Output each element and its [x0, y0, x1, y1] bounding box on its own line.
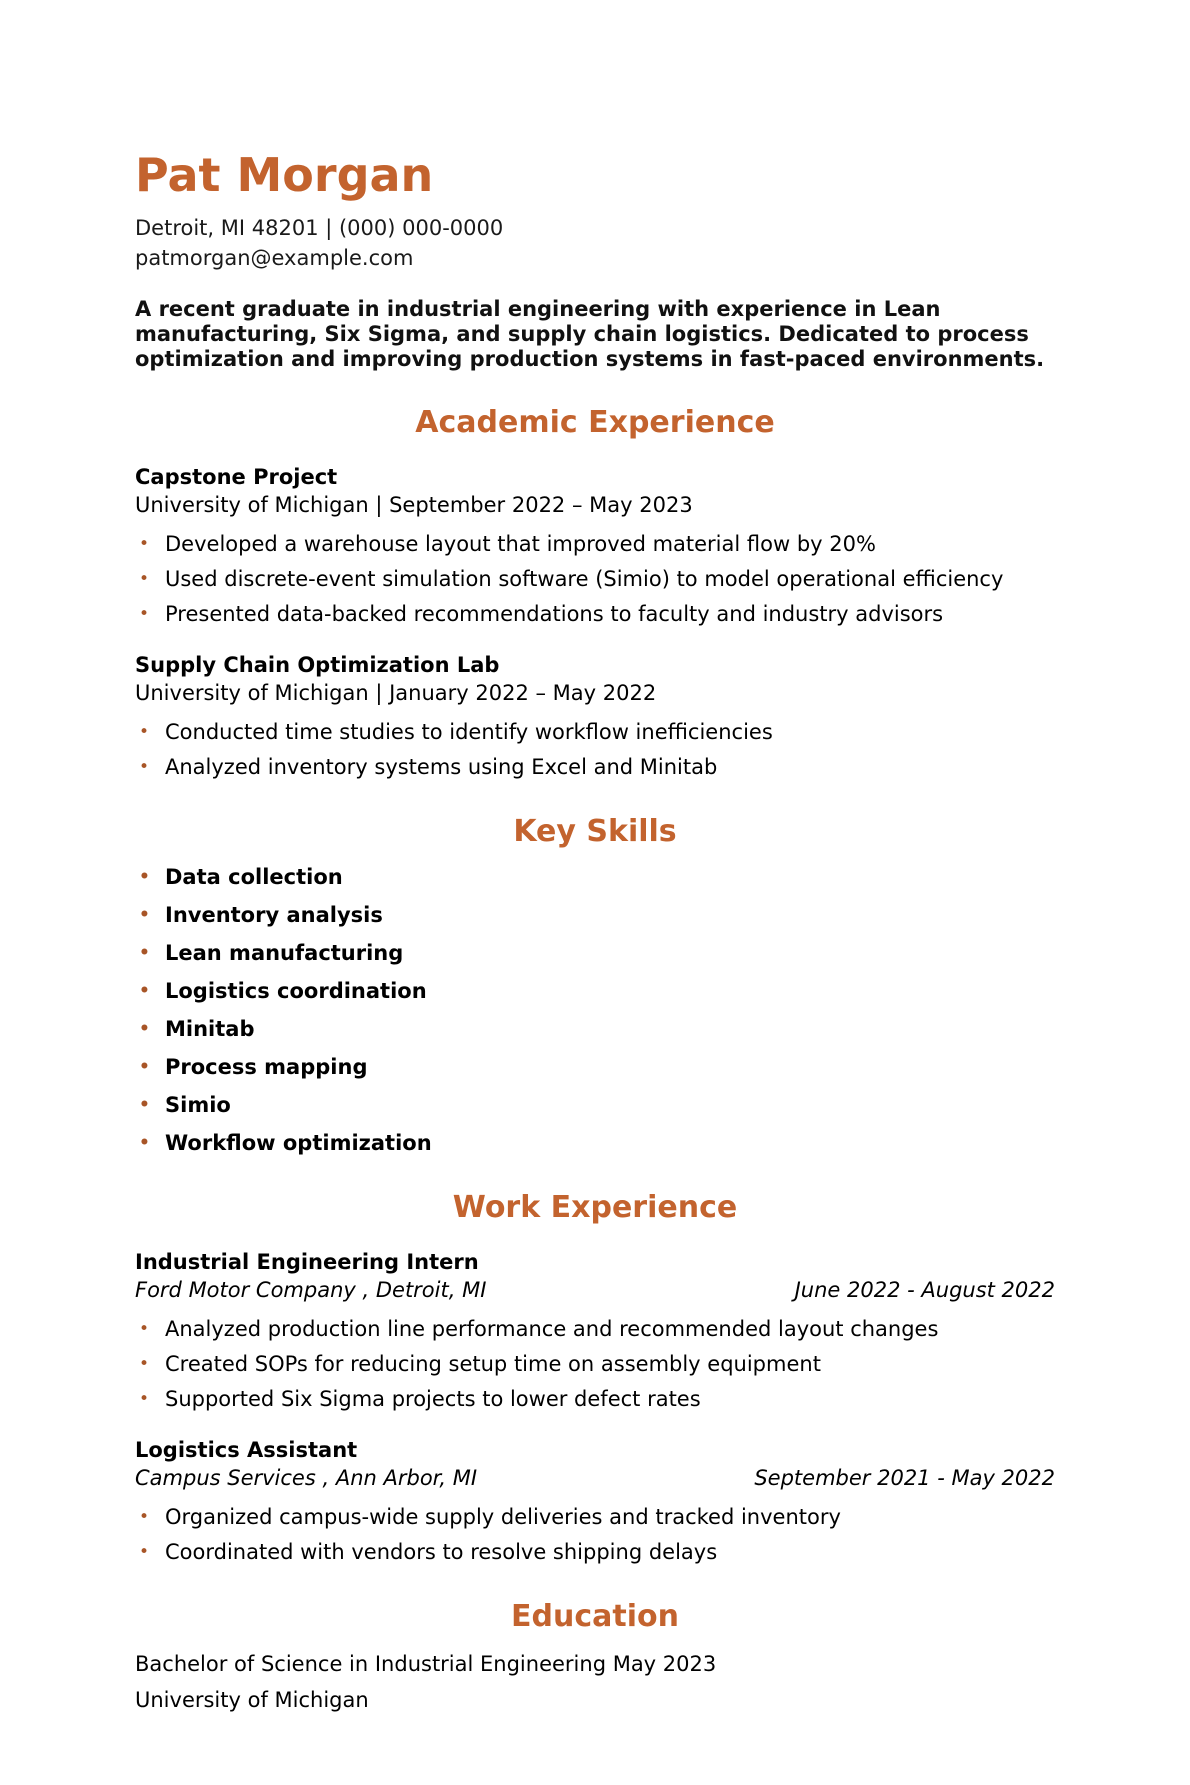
bullet-icon: •	[139, 904, 150, 925]
skill-text: Process mapping	[165, 1054, 368, 1079]
work-entry-campus-services	[135, 1437, 1055, 1566]
bullet-text: Supported Six Sigma projects to lower defect rates	[165, 1387, 701, 1412]
section-title-academic-experience: Academic Experience	[415, 404, 775, 440]
bullet-text: Created SOPs for reducing setup time on assembly equipment	[165, 1352, 821, 1377]
bullet-text: Organized campus-wide supply deliveries and tracked inventory	[165, 1505, 841, 1530]
job-title: Logistics Assistant	[135, 1438, 358, 1463]
bullet-icon: •	[139, 534, 150, 555]
list-item	[135, 1539, 1055, 1566]
skill-text: Minitab	[165, 1016, 255, 1041]
bullet-icon: •	[139, 1354, 150, 1375]
list-item	[135, 531, 1055, 558]
bullet-icon: •	[139, 569, 150, 590]
bullet-icon: •	[139, 1542, 150, 1563]
list-item	[135, 601, 1055, 628]
list-item	[135, 1316, 1055, 1343]
skill-item	[135, 902, 1055, 929]
list-item	[135, 1351, 1055, 1378]
list-item	[135, 566, 1055, 593]
education-school: University of Michigan	[135, 1687, 369, 1712]
bullet-icon: •	[139, 604, 150, 625]
skill-text: Logistics coordination	[165, 978, 427, 1003]
skill-item	[135, 864, 1055, 891]
bullet-list	[135, 1316, 1055, 1413]
education-degree: Bachelor of Science in Industrial Engineering May 2023	[135, 1651, 717, 1676]
bullet-text: Coordinated with vendors to resolve shipping delays	[165, 1540, 718, 1565]
bullet-text: Analyzed production line performance and recommended layout changes	[165, 1317, 939, 1342]
skill-text: Simio	[165, 1092, 231, 1117]
skill-text: Lean manufacturing	[165, 940, 404, 965]
entry-title: Capstone Project	[135, 465, 338, 490]
skill-item	[135, 1054, 1055, 1081]
bullet-icon: •	[139, 1056, 150, 1077]
list-item	[135, 719, 1055, 746]
skill-item	[135, 1130, 1055, 1157]
bullet-text: Conducted time studies to identify workflow inefficiencies	[165, 720, 773, 745]
skill-item	[135, 1016, 1055, 1043]
bullet-icon: •	[139, 1018, 150, 1039]
skill-text: Workflow optimization	[165, 1130, 432, 1155]
job-company: Campus Services , Ann Arbor, MI	[135, 1466, 478, 1491]
entry-subtitle: University of Michigan | September 2022 – May 2023	[135, 493, 693, 518]
bullet-icon: •	[139, 1319, 150, 1340]
skill-text: Inventory analysis	[165, 902, 383, 927]
bullet-icon: •	[139, 866, 150, 887]
contact-email: patmorgan@example.com	[135, 245, 414, 270]
entry-subtitle: University of Michigan | January 2022 – May 2022	[135, 681, 657, 706]
skill-text: Data collection	[165, 864, 343, 889]
skills-list	[135, 864, 1055, 1157]
skill-item	[135, 1092, 1055, 1119]
summary-text: A recent graduate in industrial engineering with experience in Lean manufacturing, Six Sigma, and supply chain logistics. Dedicated to process optimization and improving production systems in fast-paced environments.	[135, 296, 1045, 371]
bullet-icon: •	[139, 722, 150, 743]
bullet-icon: •	[139, 980, 150, 1001]
bullet-list	[135, 719, 1055, 781]
bullet-icon: •	[139, 757, 150, 778]
list-item	[135, 1386, 1055, 1413]
bullet-list	[135, 1504, 1055, 1566]
job-dates: June 2022 - August 2022	[794, 1278, 1055, 1303]
section-title-key-skills: Key Skills	[513, 814, 677, 850]
bullet-text: Developed a warehouse layout that improved material flow by 20%	[165, 532, 876, 557]
job-meta-row	[135, 1464, 1055, 1492]
academic-entry-capstone	[135, 464, 1055, 628]
list-item	[135, 754, 1055, 781]
bullet-icon: •	[139, 1132, 150, 1153]
bullet-text: Used discrete-event simulation software (Simio) to model operational efficiency	[165, 567, 1004, 592]
skill-item	[135, 940, 1055, 967]
job-meta-row	[135, 1276, 1055, 1304]
contact-location-phone: Detroit, MI 48201 | (000) 000-0000	[135, 215, 504, 240]
entry-title: Supply Chain Optimization Lab	[135, 653, 500, 678]
bullet-icon: •	[139, 1094, 150, 1115]
bullet-list	[135, 531, 1055, 628]
bullet-text: Analyzed inventory systems using Excel and Minitab	[165, 755, 718, 780]
bullet-icon: •	[139, 942, 150, 963]
bullet-text: Presented data-backed recommendations to faculty and industry advisors	[165, 602, 944, 627]
job-company: Ford Motor Company , Detroit, MI	[135, 1278, 487, 1303]
bullet-icon: •	[139, 1507, 150, 1528]
list-item	[135, 1504, 1055, 1531]
job-dates: September 2021 - May 2022	[754, 1466, 1055, 1491]
skill-item	[135, 978, 1055, 1005]
section-title-education: Education	[511, 1599, 679, 1635]
resume-name: Pat Morgan	[135, 148, 434, 202]
work-entry-ford	[135, 1249, 1055, 1413]
section-title-work-experience: Work Experience	[452, 1189, 738, 1225]
job-title: Industrial Engineering Intern	[135, 1250, 479, 1275]
academic-entry-supply-chain-lab	[135, 652, 1055, 781]
bullet-icon: •	[139, 1389, 150, 1410]
